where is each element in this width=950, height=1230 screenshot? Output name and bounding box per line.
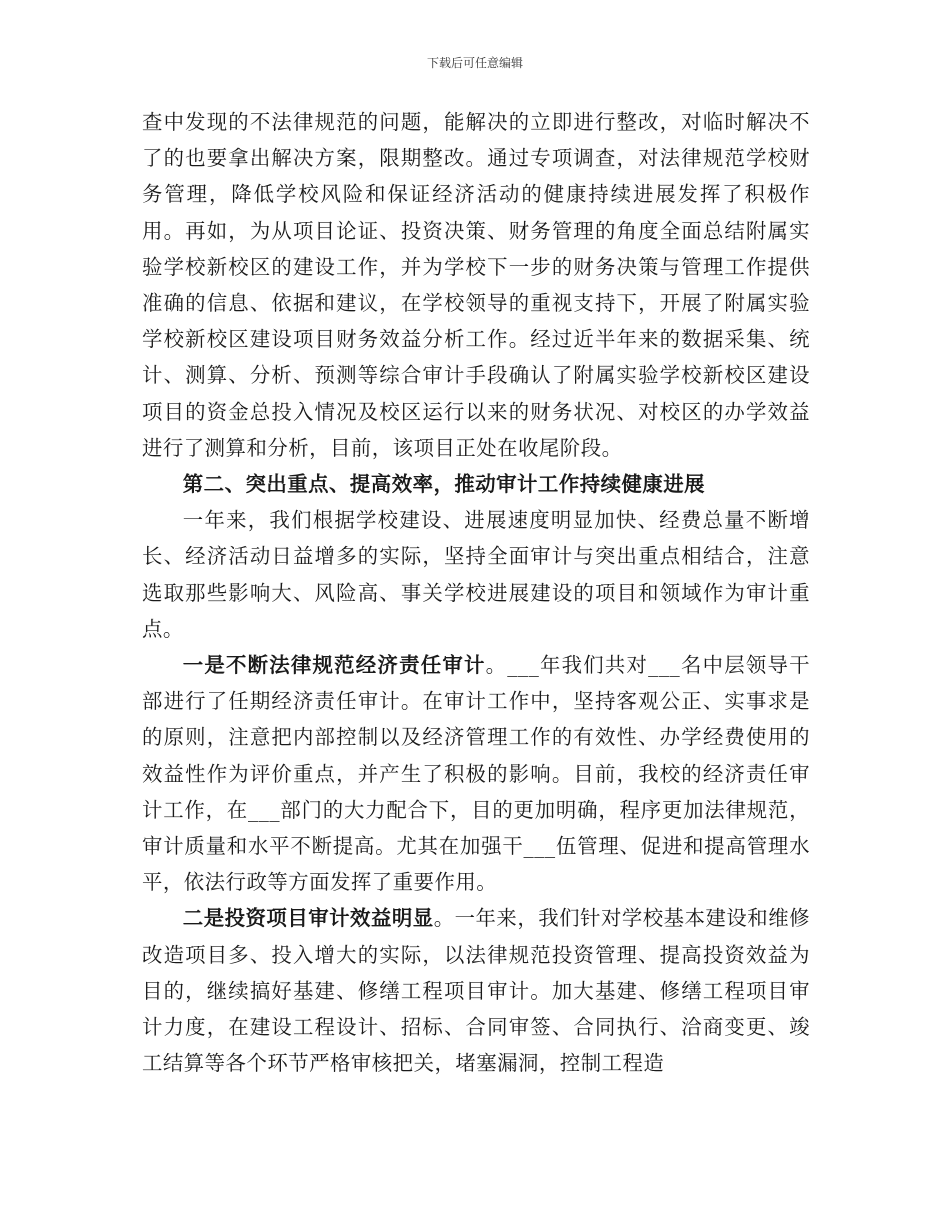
document-body	[142, 104, 810, 1081]
paragraph-3-lead: 一是不断法律规范经济责任审计	[182, 653, 486, 678]
paragraph-3	[142, 647, 810, 900]
paragraph-4-lead: 二是投资项目审计效益明显	[182, 906, 434, 931]
paragraph-1: 查中发现的不法律规范的问题，能解决的立即进行整改，对临时解决不了的也要拿出解决方案，限期整改。通过专项调查，对法律规范学校财务管理，降低学校风险和保证经济活动的健康持续进展发挥了积极作用。再如，为从项目论证、投资决策、财务管理的角度全面总结附属实验学校新校区的建设工作，并为学校下一步的财务决策与管理工作提供准确的信息、依据和建议，在学校领导的重视支持下，开展了附属实验学校新校区建设项目财务效益分析工作。经过近半年来的数据采集、统计、测算、分析、预测等综合审计手段确认了附属实验学校新校区建设项目的资金总投入情况及校区运行以来的财务状况、对校区的办学效益进行了测算和分析，目前，该项目正处在收尾阶段。	[142, 110, 810, 460]
paragraph-4-body: 。一年来，我们针对学校基本建设和维修改造项目多、投入增大的实际，以法律规范投资管理、提高投资效益为目的，继续搞好基建、修缮工程项目审计。加大基建、修缮工程项目审计力度，在建设工程设计、招标、合同审签、合同执行、洽商变更、竣工结算等各个环节严格审核把关，堵塞漏洞，控制工程造	[142, 906, 811, 1076]
paragraph-4	[142, 900, 810, 1081]
section-heading: 第二、突出重点、提高效率，推动审计工作持续健康进展	[182, 472, 706, 497]
paragraph-2: 一年来，我们根据学校建设、进展速度明显加快、经费总量不断增长、经济活动日益增多的实际，坚持全面审计与突出重点相结合，注意选取那些影响大、风险高、事关学校进展建设的项目和领域作为审计重点。	[142, 508, 810, 641]
page-header: 下载后可任意编辑	[426, 56, 523, 70]
paragraph-3-body: 。___年我们共对___名中层领导干部进行了任期经济责任审计。在审计工作中，坚持客观公正、实事求是的原则，注意把内部控制以及经济管理工作的有效性、办学经费使用的效益性作为评价重点，并产生了积极的影响。目前，我校的经济责任审计工作，在___部门的大力配合下，目的更加明确，程序更加法律规范，审计质量和水平不断提高。尤其在加强干___伍管理、促进和提高管理水平，依法行政等方面发挥了重要作用。	[142, 653, 811, 895]
